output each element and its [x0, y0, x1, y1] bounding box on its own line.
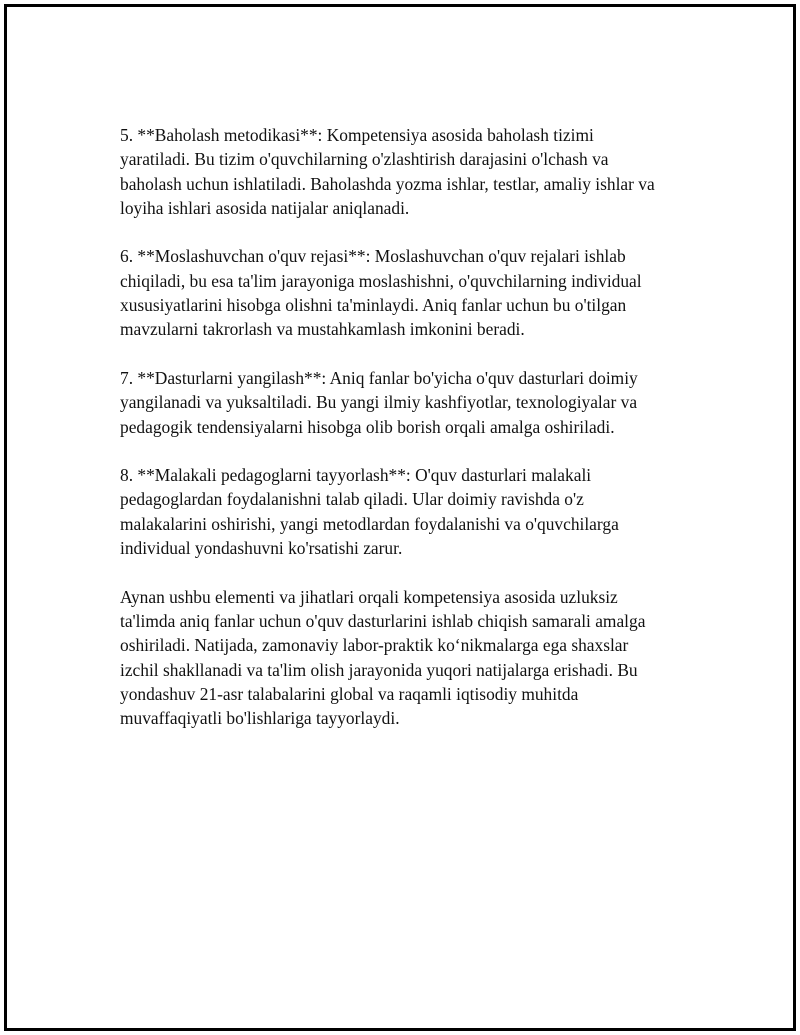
- document-body: [120, 123, 700, 755]
- paragraph-baholash-metodikasi: 5. **Baholash metodikasi**: Kompetensiya asosida baholash tizimi yaratiladi. Bu tizim o'quvchilarning o'zlashtirish darajasini o'lchash va baholash uchun ishlatiladi. Baholashda yozma ishlar, testlar, amaliy ishlar va loyiha ishlari asosida natijalar aniqlanadi.: [120, 125, 655, 218]
- paragraph-conclusion: Aynan ushbu elementi va jihatlari orqali kompetensiya asosida uzluksiz ta'limda aniq fanlar uchun o'quv dasturlarini ishlab chiqish samarali amalga oshiriladi. Natijada, zamonaviy labor-praktik ko‘nikmalarga ega shaxslar izchil shakllanadi va ta'lim olish jarayonida yuqori natijalarga erishadi. Bu yondashuv 21-asr talabalarini global va raqamli iqtisodiy muhitda muvaffaqiyatli bo'lishlariga tayyorlaydi.: [120, 586, 646, 729]
- paragraph-malakali-pedagoglar: 8. **Malakali pedagoglarni tayyorlash**: O'quv dasturlari malakali pedagoglardan foydalanishni talab qiladi. Ular doimiy ravishda o'z malakalarini oshirishi, yangi metodlardan foydalanishi va o'quvchilarga individual yondashuvni ko'rsatishi zarur.: [120, 465, 619, 559]
- paragraph-moslashuvchan-reja: 6. **Moslashuvchan o'quv rejasi**: Moslashuvchan o'quv rejalari ishlab chiqiladi, bu esa ta'lim jarayoniga moslashishni, o'quvchilarning individual xususiyatlarini hisobga olishni ta'minlaydi. Aniq fanlar uchun bu o'tilgan mavzularni takrorlash va mustahkamlash imkonini beradi.: [120, 246, 642, 340]
- document-page: [4, 4, 796, 1031]
- paragraph-dasturlarni-yangilash: 7. **Dasturlarni yangilash**: Aniq fanlar bo'yicha o'quv dasturlari doimiy yangilanadi va yuksaltiladi. Bu yangi ilmiy kashfiyotlar, texnologiyalar va pedagogik tendensiyalarni hisobga olib borish orqali amalga oshiriladi.: [120, 367, 638, 437]
